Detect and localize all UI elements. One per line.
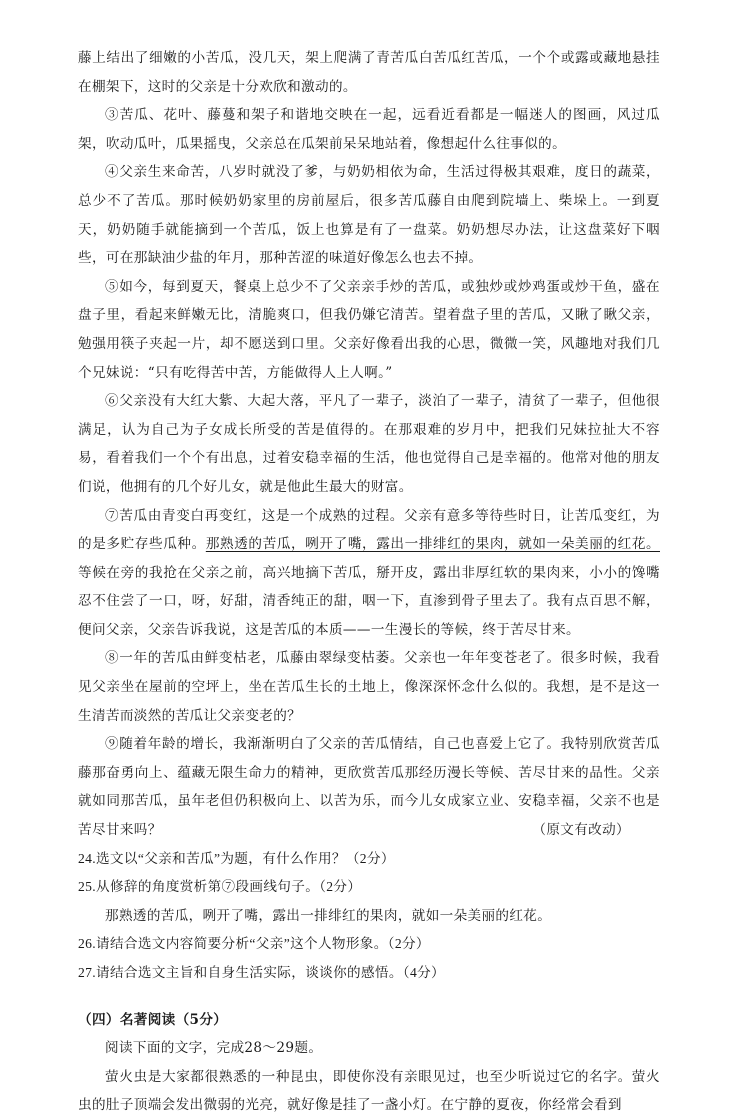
question-24: 24.选文以“父亲和苦瓜”为题，有什么作用？（2分）: [78, 850, 395, 866]
paragraph-8: ⑧一年的苦瓜由鲜变枯老，瓜藤由翠绿变枯萎。父亲也一年年变苍老了。很多时候，我看见父亲坐在屋前的空坪上，坐在苦瓜生长的土地上，像深深怀念什么似的。我想，是不是这一生清苦而淡然的苦瓜让父亲变老的？: [78, 650, 660, 724]
source-note: （原文有改动）: [532, 822, 630, 839]
underlined-sentence: 那熟透的苦瓜，咧开了嘴，露出一排绯红的果肉，就如一朵美丽的红花。: [205, 536, 660, 553]
paragraph-7-part-b: 等候在旁的我抢在父亲之前，高兴地摘下苦瓜，掰开皮，露出非厚红软的果肉来，小小的馋嘴忍不住尝了一口，呀，好甜，清香纯正的甜，咽一下，直渗到骨子里去了。我有点百思不解，便问父亲，父亲告诉我说，这是苦瓜的本质——一生漫长的等候，终于苦尽甘来。: [78, 564, 660, 638]
question-27: 27.请结合选文主旨和自身生活实际，谈谈你的感悟。（4分）: [78, 965, 445, 980]
section-4-title: （四）名著阅读（5分）: [78, 1011, 228, 1028]
question-25-quote: 那熟透的苦瓜，咧开了嘴，露出一排绯红的果肉，就如一朵美丽的红花。: [105, 907, 552, 924]
paragraph-6: ⑥父亲没有大红大紫、大起大落，平凡了一辈子，淡泊了一辈子，清贫了一辈子，但他很满足，认为自己为子女成长所受的苦是值得的。在那艰难的岁月中，把我们兄妹拉扯大不容易，看着我们一个个有出息，过着安稳幸福的生活，他也觉得自己是幸福的。他常对他的朋友们说，他拥有的几个好儿女，就是他此生最大的财富。: [78, 393, 660, 495]
section-4-text: 萤火虫是大家都很熟悉的一种昆虫，即使你没有亲眼见过，也至少听说过它的名字。萤火虫的肚子顶端会发出微弱的光亮，就好像是挂了一盏小灯。在宁静的夏夜，你经常会看到: [78, 1068, 660, 1114]
paragraph-2-tail: 藤上结出了细嫩的小苦瓜，没几天，架上爬满了青苦瓜白苦瓜红苦瓜，一个个或露或藏地悬挂在棚架下，这时的父亲是十分欢欣和激动的。: [78, 50, 660, 95]
question-26: 26.请结合选文内容简要分析“父亲”这个人物形象。（2分）: [78, 936, 430, 952]
paragraph-7-part-a: ⑦苦瓜由青变白再变红，这是一个成熟的过程。父亲有意多等待些时日，让苦瓜变红，为的是多贮存些瓜种。: [78, 507, 660, 553]
document-page: [78, 44, 660, 1120]
paragraph-4: ④父亲生来命苦，八岁时就没了爹，与奶奶相依为命，生活过得极其艰难，度日的蔬菜，总少不了苦瓜。那时候奶奶家里的房前屋后，很多苦瓜藤自由爬到院墙上、柴垛上。一到夏天，奶奶随手就能摘到一个苦瓜，饭上也算是有了一盘菜。奶奶想尽办法，让这盘菜好下咽些，可在那缺油少盐的年月，那种苦涩的味道好像怎么也去不掉。: [78, 164, 660, 267]
paragraph-5: ⑤如今，每到夏天，餐桌上总少不了父亲亲手炒的苦瓜，或独炒或炒鸡蛋或炒干鱼，盛在盘子里，看起来鲜嫩无比，清脆爽口，但我仍嫌它清苦。望着盘子里的苦瓜，又瞅了瞅父亲，勉强用筷子夹起一片，却不愿送到口里。父亲好像看出我的心思，微微一笑，风趣地对我们几个兄妹说：“只有吃得苦中苦，方能做得人上人啊。”: [78, 278, 660, 381]
paragraph-7: [78, 502, 660, 645]
section-4-instruction: 阅读下面的文字，完成28～29题。: [105, 1040, 323, 1057]
paragraph-3: ③苦瓜、花叶、藤蔓和架子和谐地交映在一起，远看近看都是一幅迷人的图画，风过瓜架，吹动瓜叶，瓜果摇曳，父亲总在瓜架前呆呆地站着，像想起什么往事似的。: [78, 107, 660, 152]
question-25: 25.从修辞的角度赏析第⑦段画线句子。（2分）: [78, 879, 362, 895]
paragraph-9-text: ⑨随着年龄的增长，我渐渐明白了父亲的苦瓜情结，自己也喜爱上它了。我特别欣赏苦瓜藤那奋勇向上、蕴藏无限生命力的精神，更欣赏苦瓜那经历漫长等候、苦尽甘来的品性。父亲就如同那苦瓜，虽年老但仍积极向上、以苦为乐，而今儿女成家立业、安稳幸福，父亲不也是苦尽甘来吗？: [78, 736, 660, 839]
paragraph-9: [78, 730, 660, 844]
